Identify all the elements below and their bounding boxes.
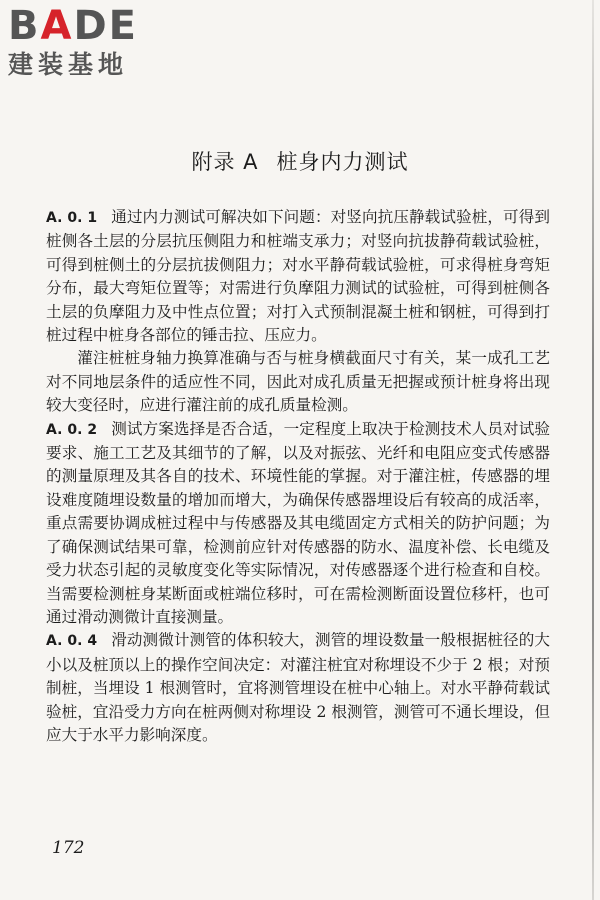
logo-letter-a-accent: A [40,3,74,49]
clause-a01 [46,206,550,347]
logo-wordmark [8,4,178,48]
scan-edge-shadow [592,0,594,900]
clause-number: A. 0. 1 [46,210,98,226]
logo-subtitle: 建装基地 [8,50,129,79]
logo-letters-de: DE [73,3,138,49]
page-title [0,146,600,176]
page-number: 172 [52,838,85,858]
clause-a01-paragraph-2: 灌注桩桩身轴力换算准确与否与桩身横截面尺寸有关，某一成孔工艺对不同地层条件的适应性不同，因此对成孔质量无把握或预计桩身将出现较大变径时，应进行灌注前的成孔质量检测。 [46,349,550,415]
document-body [46,206,550,747]
clause-a02 [46,418,550,630]
clause-a04 [46,629,550,747]
logo-letter-b: B [8,3,41,49]
clause-number: A. 0. 4 [46,633,98,650]
clause-text: 滑动测微计测管的体积较大，测管的埋设数量一般根据桩径的大小以及桩顶以上的操作空间决定：对灌注桩宜对称埋设不少于 2 根；对预制桩，当埋设 1 根测管时，宜将测管埋设在桩中心轴上。对水平静荷载试验桩，宜沿受力方向在桩两侧对称埋设 2 根测管，测管可不通长埋设，但应大于水平力影响深度。 [46,631,550,744]
clause-text: 通过内力测试可解决如下问题：对竖向抗压静载试验桩，可得到桩侧各土层的分层抗压侧阻力和桩端支承力；对竖向抗拔静荷载试验桩，可得到桩侧土的分层抗拔侧阻力；对水平静荷载试验桩，可求得桩身弯矩分布，最大弯矩位置等；对需进行负摩阻力测试的试验桩，可得到桩侧各土层的负摩阻力及中性点位置；对打入式预制混凝土桩和钢桩，可得到打桩过程中桩身各部位的锤击拉、压应力。 [46,208,550,345]
clause-number: A. 0. 2 [46,421,98,438]
site-logo [8,4,178,80]
appendix-label: 附录 A [191,150,259,174]
clause-text: 测试方案选择是否合适，一定程度上取决于检测技术人员对试验要求、施工工艺及其细节的了解，以及对振弦、光纤和电阻应变式传感器的测量原理及其各自的技术、环境性能的掌握。对于灌注桩，传感器的埋设难度随埋设数量的增加而增大，为确保传感器埋设后有较高的成活率，重点需要协调成桩过程中与传感器及其电缆固定方式相关的防护问题；为了确保测试结果可靠，检测前应针对传感器的防水、温度补偿、长电缆及受力状态引起的灵敏度变化等实际情况，对传感器逐个进行检查和自校。当需要检测桩身某断面或桩端位移时，可在需检测断面设置位移杆，也可通过滑动测微计直接测量。 [46,419,550,626]
appendix-name: 桩身内力测试 [276,150,409,174]
